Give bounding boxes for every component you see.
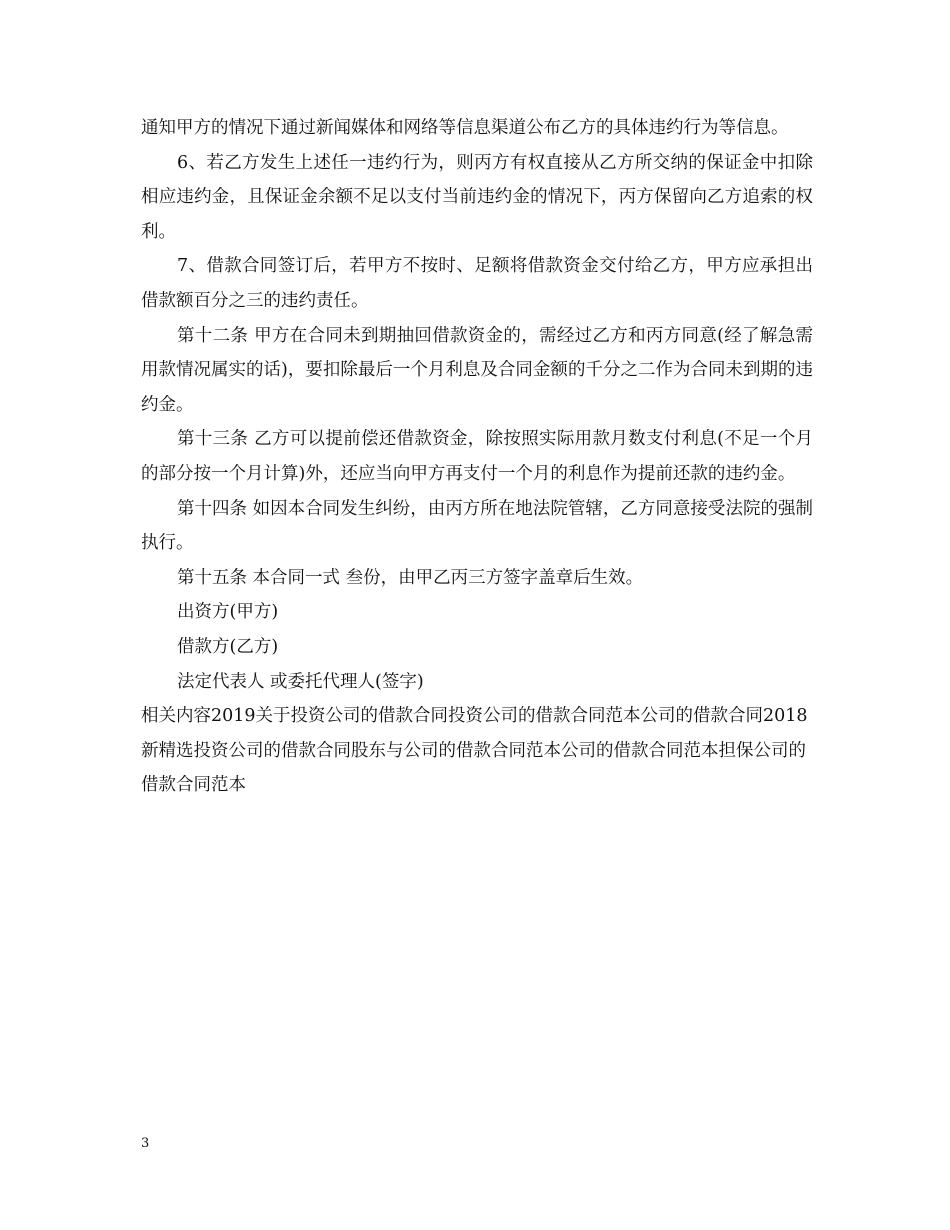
signature-representative: 法定代表人 或委托代理人(签字) (177, 671, 424, 692)
paragraph-article-14: 第十四条 如因本合同发生纠纷，由丙方所在地法院管辖，乙方同意接受法院的强制执行。 (141, 498, 813, 554)
signature-borrower: 借款方(乙方) (177, 636, 279, 657)
paragraph-article-12: 第十二条 甲方在合同未到期抽回借款资金的，需经过乙方和丙方同意(经了解急需用款情况属实的话)，要扣除最后一个月利息及合同金额的千分之二作为合同未到期的违约金。 (141, 325, 813, 415)
paragraph-clause-7: 7、借款合同签订后，若甲方不按时、足额将借款资金交付给乙方，甲方应承担出借款额百分之三的违约责任。 (141, 256, 813, 311)
related-content: 相关内容2019关于投资公司的借款合同投资公司的借款合同范本公司的借款合同2018新精选投资公司的借款合同股东与公司的借款合同范本公司的借款合同范本担保公司的借款合同范本 (141, 706, 808, 796)
page-number: 3 (141, 1136, 150, 1151)
paragraph-article-15: 第十五条 本合同一式 叁份，由甲乙丙三方签字盖章后生效。 (177, 567, 644, 588)
paragraph-clause-6: 6、若乙方发生上述任一违约行为，则丙方有权直接从乙方所交纳的保证金中扣除相应违约金，且保证金余额不足以支付当前违约金的情况下，丙方保留向乙方追索的权利。 (141, 152, 813, 242)
paragraph-article-13: 第十三条 乙方可以提前偿还借款资金，除按照实际用款月数支付利息(不足一个月的部分按一个月计算)外，还应当向甲方再支付一个月的利息作为提前还款的违约金。 (141, 429, 813, 484)
paragraph-continuation: 通知甲方的情况下通过新闻媒体和网络等信息渠道公布乙方的具体违约行为等信息。 (141, 118, 789, 138)
document-body (141, 111, 813, 803)
signature-lender: 出资方(甲方) (177, 602, 279, 623)
